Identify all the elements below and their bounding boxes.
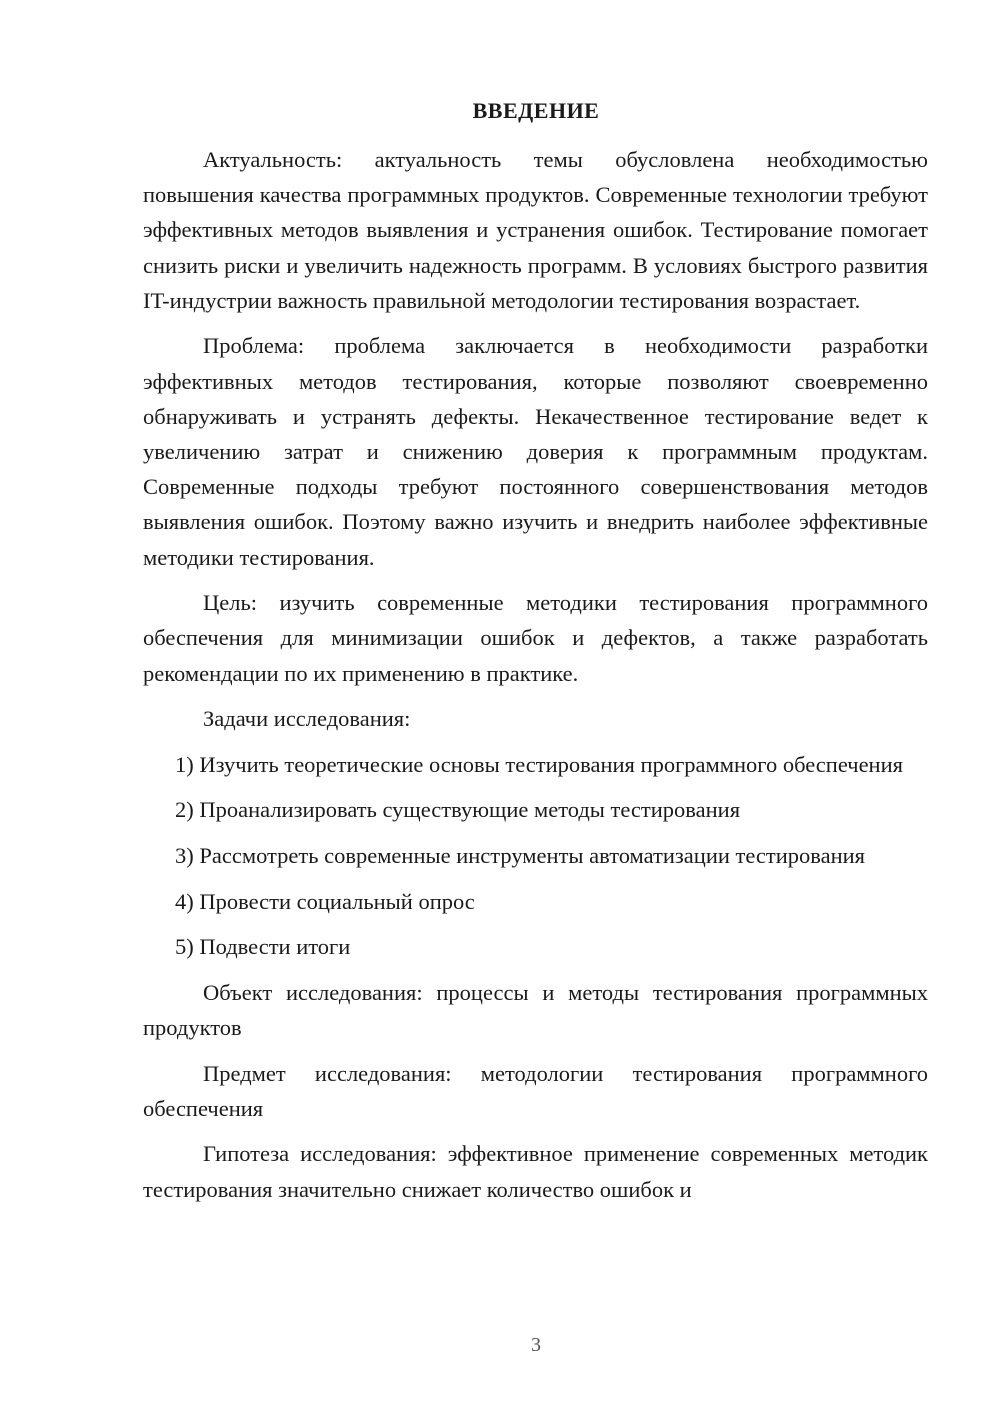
document-body: [143, 142, 928, 1217]
paragraph-tasks-heading: Задачи исследования:: [203, 706, 411, 732]
paragraph-relevance: Актуальность: актуальность темы обусловлена необходимостью повышения качества программных продуктов. Современные технологии требуют эффективных методов выявления и устранения ошибок. Тестирование помогает снизить риски и увеличить надежность программ. В условиях быстрого развития IT-индустрии важность правильной методологии тестирования возрастает.: [143, 147, 928, 313]
paragraph-goal: Цель: изучить современные методики тестирования программного обеспечения для минимизации ошибок и дефектов, а также разработать рекомендации по их применению в практике.: [143, 590, 928, 686]
paragraph-object: Объект исследования: процессы и методы тестирования программных продуктов: [143, 979, 928, 1040]
list-item: 1) Изучить теоретические основы тестирования программного обеспечения: [175, 751, 903, 777]
paragraph-hypothesis: Гипотеза исследования: эффективное применение современных методик тестирования значительно снижает количество ошибок и: [143, 1141, 928, 1202]
list-item: 5) Подвести итоги: [175, 934, 351, 960]
page-number: 3: [531, 1334, 541, 1356]
page-title: ВВЕДЕНИЕ: [472, 98, 600, 123]
paragraph-subject: Предмет исследования: методологии тестирования программного обеспечения: [143, 1060, 928, 1121]
list-item: 3) Рассмотреть современные инструменты автоматизации тестирования: [175, 843, 866, 868]
paragraph-problem: Проблема: проблема заключается в необходимости разработки эффективных методов тестирования, которые позволяют своевременно обнаруживать и устранять дефекты. Некачественное тестирование ведет к увеличению затрат и снижению доверия к программным продуктам. Современные подходы требуют постоянного совершенствования методов выявления ошибок. Поэтому важно изучить и внедрить наиболее эффективные методики тестирования.: [143, 333, 928, 570]
list-item: 2) Проанализировать существующие методы тестирования: [175, 797, 741, 823]
list-item: 4) Провести социальный опрос: [175, 888, 475, 914]
